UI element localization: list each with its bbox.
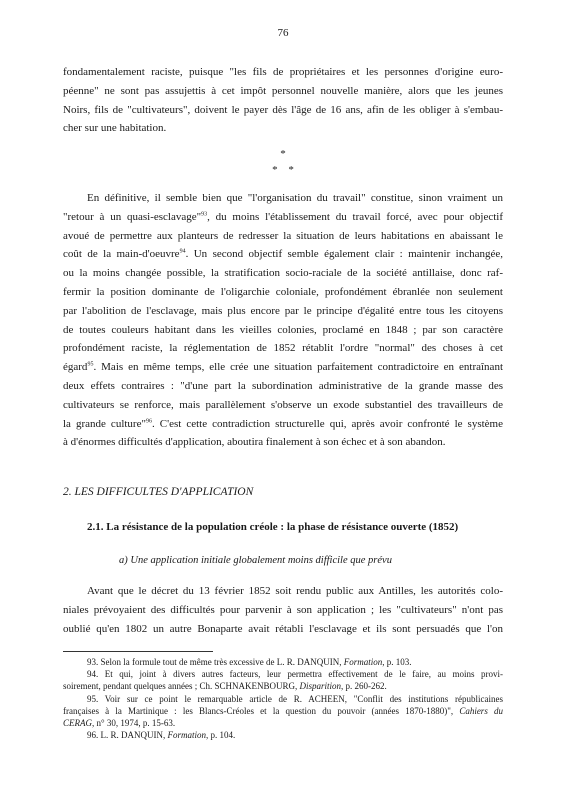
text-segment: . Mais en même temps, elle crée une situation parfaitement contradictoire en entraînant [93, 361, 503, 374]
text-line [63, 208, 503, 227]
text-segment: la grande culture" [63, 417, 146, 430]
citation-title: Cahiers du [459, 705, 503, 716]
footnote-ref-93: 93 [201, 211, 208, 218]
footnote-94-continued [63, 680, 503, 692]
citation-title: Formation [167, 730, 207, 741]
text-line: niales prévoyaient des difficultés pour parvenir à son application ; les "cultivateurs" n'ont pas [63, 603, 503, 616]
footnote-94: 94. Et qui, joint à divers autres facteurs, leur permettra effectivement de le faire, au moins provi- [87, 669, 503, 680]
text-line: par l'abolition de l'esclavage, mais plus encore par le principe d'égalité entre tous les citoyens [63, 304, 503, 317]
text-segment: françaises à la Martinique : les Blancs-Créoles et la question du pouvoir (années 1870-1880)", [63, 705, 460, 716]
text-line: Noirs, fils de "cultivateurs", doivent le payer dès l'âge de 16 ans, afin de les obliger à s'embau- [63, 103, 503, 116]
footnote-95: 95. Voir sur ce point le remarquable article de R. ACHEEN, "Conflit des institutions républicaines [87, 693, 503, 704]
text-line: oublié qu'en 1802 un autre Bonaparte avait rétabli l'esclavage et ils sont persuadés que l'on [63, 622, 503, 635]
text-segment: , p. 104. [206, 730, 236, 741]
subsection-heading: 2.1. La résistance de la population créole : la phase de résistance ouverte (1852) [87, 521, 459, 533]
text-segment: , n° 30, 1974, p. 15-63. [92, 717, 176, 728]
text-line [63, 415, 503, 434]
text-line: deux effets contraires : "d'une part la subordination administrative de la grande masse des [63, 379, 503, 392]
text-line: péenne" ne sont pas assujettis à cet impôt personnel nouvelle manière, alors que les jeunes [63, 84, 503, 97]
footnotes [63, 656, 503, 741]
citation-title: Disparition [299, 681, 341, 692]
text-line: cultivateurs se renforce, mais parallèlement s'observe un exode substantiel des travailleurs de [63, 398, 503, 411]
page-number: 76 [277, 27, 289, 39]
text-line: fermir la position dominante de l'oligarchie coloniale, profondément ébranlée non seulement [63, 285, 503, 298]
subsubsection-heading: a) Une application initiale globalement moins difficile que prévu [119, 555, 392, 566]
text-segment: 93. Selon la formule tout de même très excessive de L. R. DANQUIN, [87, 657, 344, 667]
text-segment: égard [63, 361, 88, 374]
text-segment: 96. L. R. DANQUIN, [87, 730, 168, 741]
text-segment: , p. 103. [382, 657, 412, 667]
text-segment: "retour à un quasi-esclavage" [63, 210, 202, 223]
text-segment: , du moins l'établissement du travail forcé, avec pour objectif [207, 210, 503, 223]
footnote-ref-96: 96 [145, 417, 152, 424]
text-segment: coût de la main-d'oeuvre [63, 248, 180, 261]
text-line: En définitive, il semble bien que "l'organisation du travail" constitue, sinon vraiment un [87, 192, 503, 204]
text-line: à d'énormes difficultés d'application, aboutira finalement à son échec et à son abandon. [63, 436, 446, 449]
citation-title: CERAG [63, 717, 92, 728]
footnote-93 [63, 656, 503, 668]
text-segment: , p. 260-262. [341, 681, 387, 692]
text-segment: soirement, pendant quelques années ; Ch. SCHNAKENBOURG, [63, 681, 300, 692]
text-line: Avant que le décret du 13 février 1852 soit rendu public aux Antilles, les autorités colo- [87, 585, 503, 597]
text-line: fondamentalement raciste, puisque "les fils de propriétaires et les personnes d'origine euro- [63, 66, 503, 78]
text-line: de toutes couleurs habitant dans les vieilles colonies, proclamé en 1848 ; par son caractère [63, 323, 503, 336]
citation-title: Formation [343, 657, 383, 667]
text-line: cher sur une habitation. [63, 122, 167, 135]
section-heading: 2. LES DIFFICULTES D'APPLICATION [63, 486, 254, 498]
text-line: ou la moins changée possible, la stratification socio-raciale de la société antillaise, donc raf- [63, 267, 503, 280]
text-segment: . Un second objectif semble également clair : maintenir inchangée, [185, 248, 504, 261]
text-line [63, 358, 503, 377]
footnote-ref-95: 95 [87, 361, 94, 368]
text-line [63, 245, 503, 264]
paragraph-main [63, 189, 503, 452]
text-segment: . C'est cette contradiction structurelle qui, après avoir confronté le système [151, 417, 503, 430]
separator-asterisk-top: * [280, 148, 286, 160]
paragraph-bottom [63, 582, 503, 638]
text-line: profondément raciste, la réglementation de 1852 rétablit l'ordre "normal" des choses à cet [63, 342, 503, 355]
paragraph-top [63, 63, 503, 138]
footnote-divider [63, 651, 213, 652]
footnote-95-continued [63, 705, 503, 717]
text-line: avoué de permettre aux planteurs de redresser la situation de leurs habitations en abaissant le [63, 229, 503, 242]
footnote-ref-94: 94 [179, 248, 186, 255]
separator-asterisks-bottom: * * [272, 164, 294, 176]
footnote-96 [63, 729, 503, 741]
footnote-95-continued [63, 717, 503, 729]
